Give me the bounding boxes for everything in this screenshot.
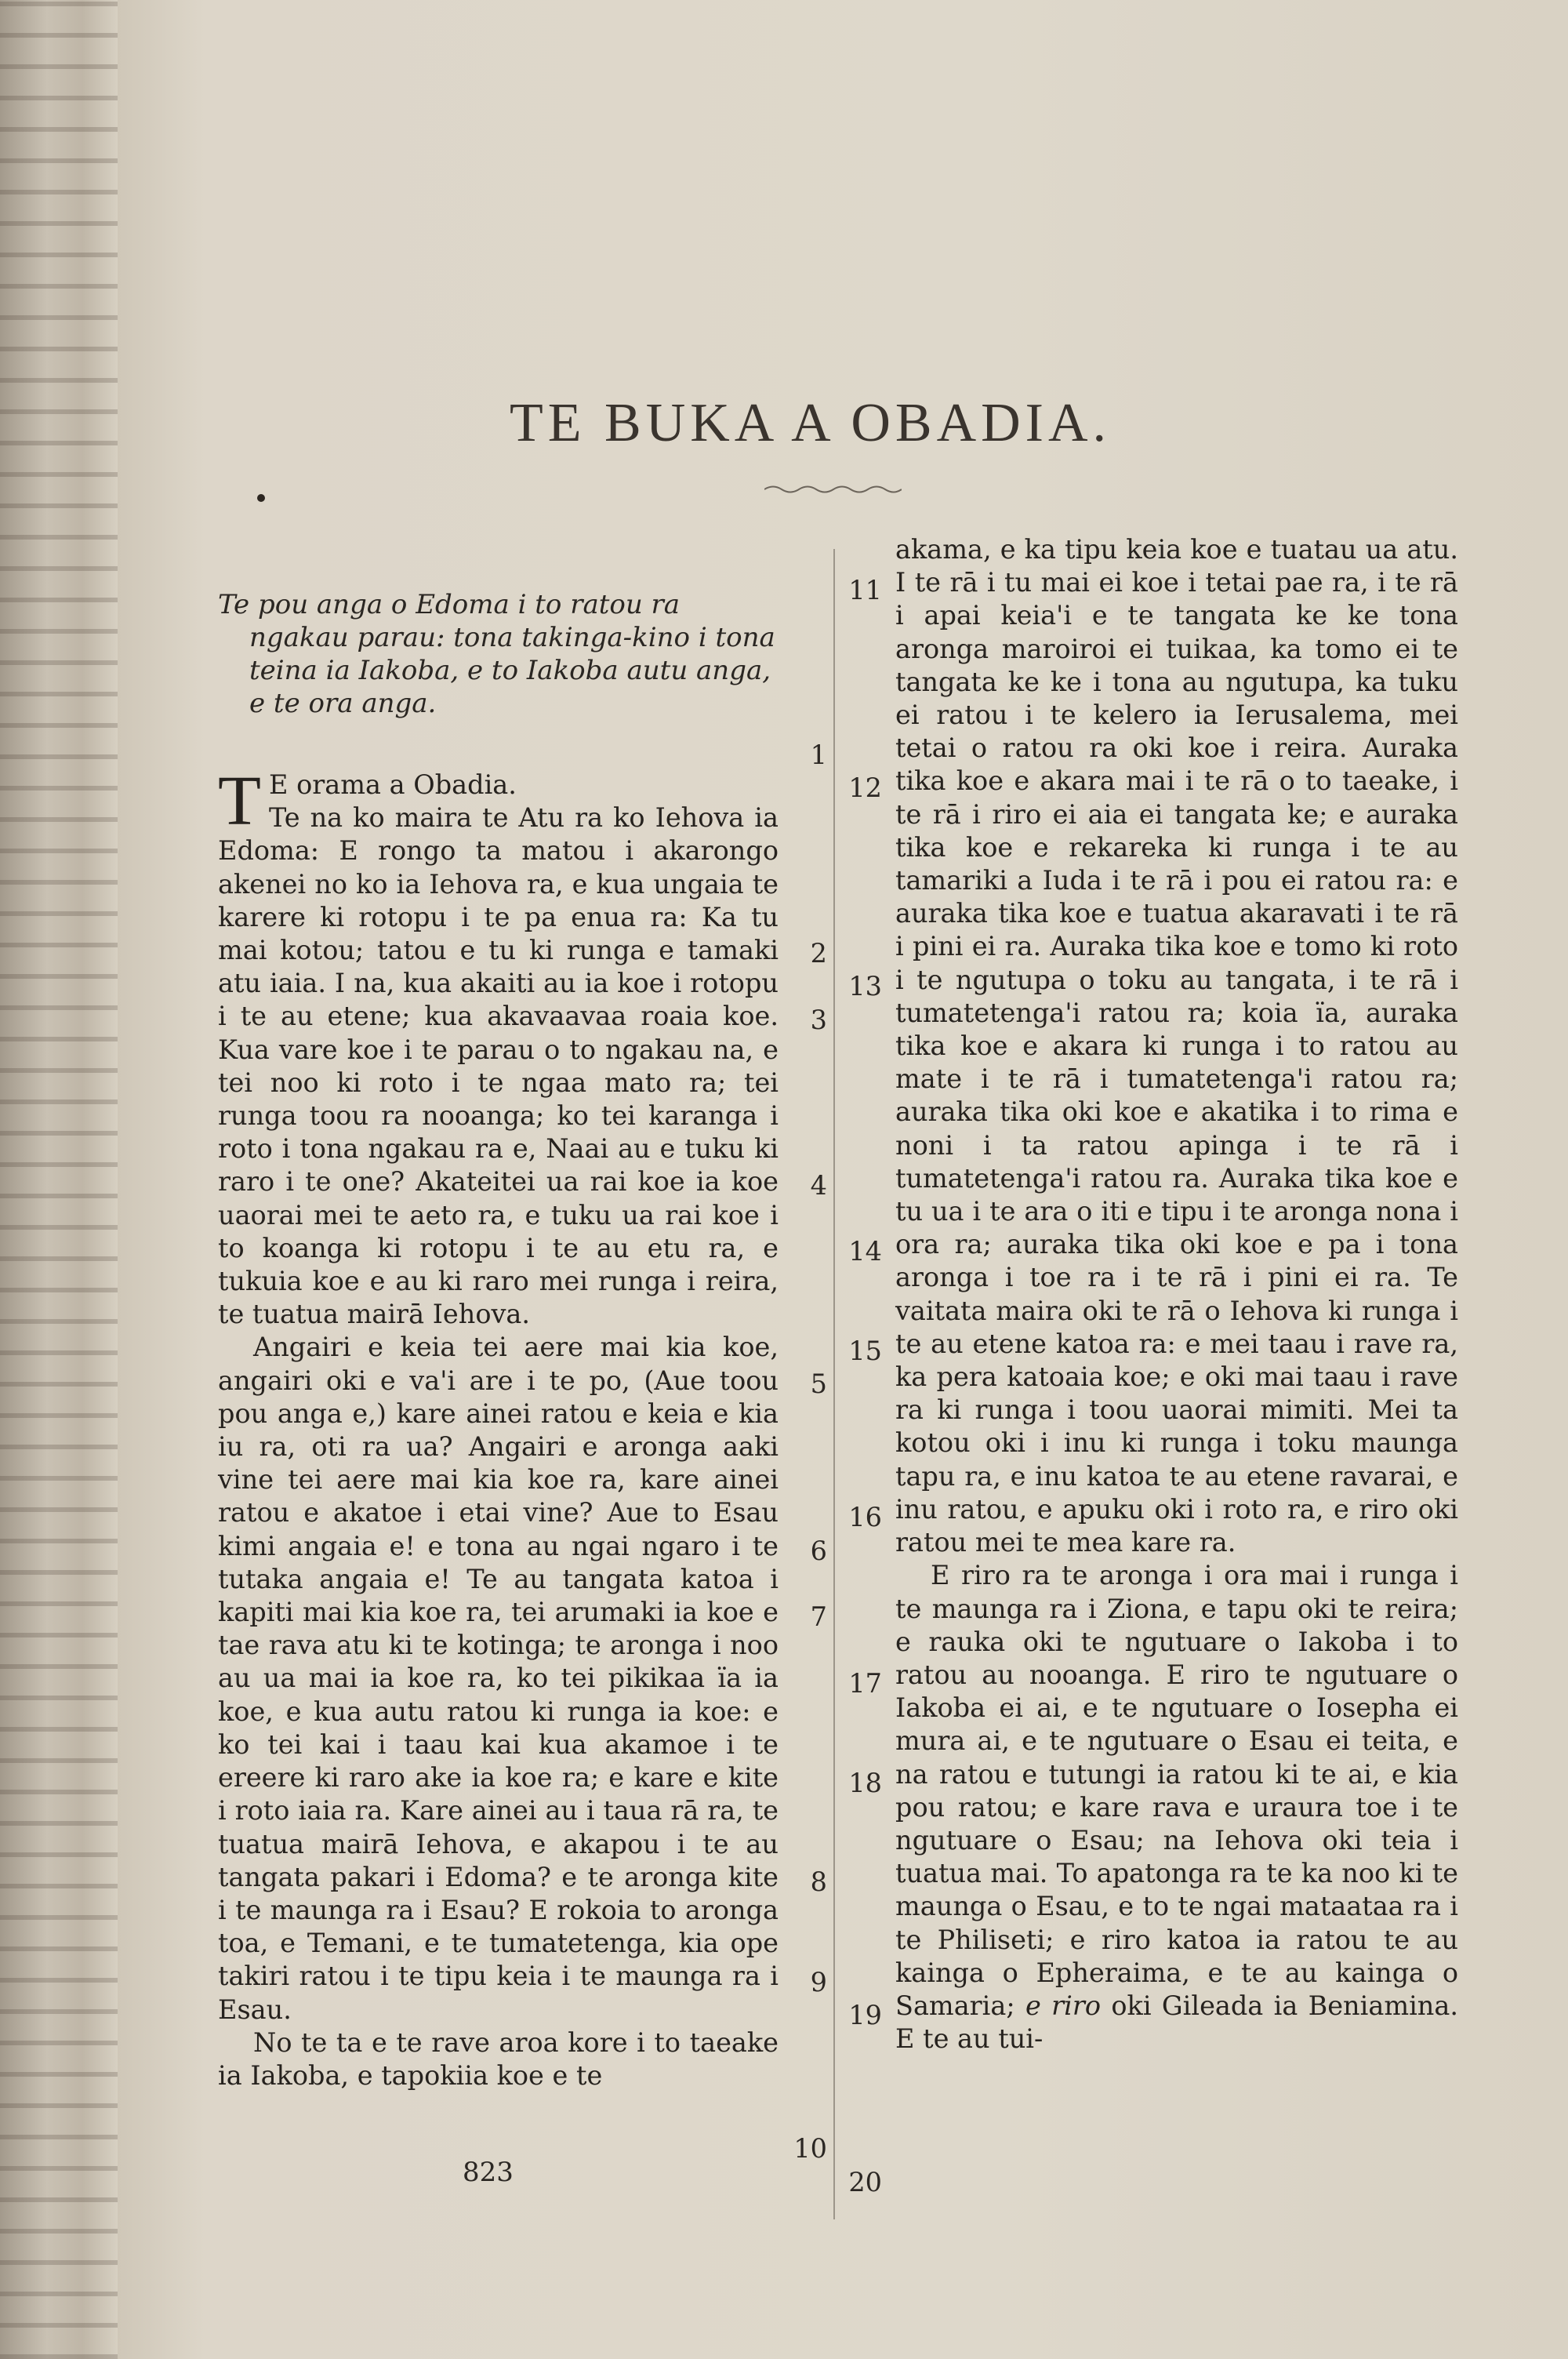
verse-number: 10 <box>793 2133 827 2164</box>
verse-number: 2 <box>810 938 827 969</box>
verse-number: 9 <box>810 1967 827 1997</box>
verse-number: 16 <box>848 1502 882 1532</box>
verse-number: 5 <box>810 1369 827 1399</box>
page-number: 823 <box>463 2157 514 2188</box>
verse-number: 6 <box>810 1536 827 1566</box>
summary-text: Te pou anga o Edoma i to ratou ra ngakau parau: tona takinga-kino i tona teina ia Iakoba, e to Iakoba autu anga, e te ora anga. <box>218 589 775 719</box>
paragraph-1-opening: E orama a Obadia. <box>268 769 517 800</box>
verse-number: 7 <box>810 1601 827 1632</box>
page-title: TE BUKA A OBADIA. <box>510 393 1112 453</box>
verse-number: 13 <box>848 971 882 1001</box>
verse-number: 4 <box>810 1170 827 1201</box>
verse-number: 3 <box>810 1005 827 1035</box>
verse-number: 20 <box>848 2167 882 2197</box>
verse-number: 12 <box>848 772 882 803</box>
verse-number: 14 <box>848 1236 882 1267</box>
left-column <box>218 762 779 2092</box>
paragraph-5-end: oki Gileada ia Beniamina. E te au tui- <box>895 1990 1458 2055</box>
verse-number: 1 <box>810 740 827 770</box>
verse-number: 19 <box>848 2000 882 2030</box>
paragraph-1-text: Te na ko maira te Atu ra ko Iehova ia Edoma: E rongo ta matou i akarongo akenei no ko ia Iehova ra, e kua ungaia te karere ki rotopu i te pa enua ra: Ka tu mai kotou; tatou e tu ki runga e tamaki atu iaia. I na, kua akaiti au ia koe i rotopu i te au etene; kua akavaavaa roaia koe. Kua vare koe i te parau o to ngakau na, e tei noo ki roto i te ngaa mato ra; tei runga toou ra nooanga; ko tei karanga i roto i tona ngakau ra e, Naai au e tuku ki raro i te one? Akateitei ua rai koe ia koe uaorai mei te aeto ra, e tuku ua rai koe i to koanga ki rotopu i te au etu ra, e tukuia koe e au ki raro mei runga i reira, te tuatua mairā Iehova. <box>218 802 779 1330</box>
paragraph-5-text: E riro ra te aronga i ora mai i runga i te maunga ra i Ziona, e tapu oki te reira; e rauka oki te ngutuare o Iakoba i to ratou au nooanga. E riro te ngutuare o Iakoba ei ai, e te ngutuare o Iosepha ei mura ai, e te ngutuare o Esau ei teita, e na ratou e tutungi ia ratou ki te ai, e kia pou ratou; e kare rava e uraura toe i te ngutuare o Esau; na Iehova oki teia i tuatua mai. To apatonga ra te ka noo ki te maunga o Esau, e to te ngai mataataa ra i te Philiseti; e riro katoa ia ratou te au kainga o Epheraima, e te au kainga o Samaria; <box>895 1560 1458 2021</box>
ink-dot <box>257 494 265 502</box>
verse-number: 17 <box>848 1668 882 1699</box>
title-ornament <box>764 482 902 496</box>
column-rule <box>833 549 835 2219</box>
drop-cap: T <box>218 762 261 840</box>
verse-number: 15 <box>848 1336 882 1366</box>
chapter-summary <box>218 588 779 720</box>
paragraph-1 <box>218 762 779 1331</box>
paragraph-3: No te ta e te rave aroa kore i to taeake ia Iakoba, e tapokiia koe e te <box>218 2026 779 2091</box>
italic-phrase: e riro <box>1025 1990 1102 2021</box>
paragraph-2: Angairi e keia tei aere mai kia koe, angairi oki e va'i are i te po, (Aue toou pou anga e,) kare ainei ratou e keia e kia iu ra, oti ra ua? Angairi e aronga aaki vine tei aere mai kia koe ra, kare ainei ratou e akatoe i etai vine? Aue to Esau kimi angaia e! e tona au ngai ngaro i te tutaka angaia e! Te au tangata katoa i kapiti mai kia koe ra, tei arumaki ia koe e tae rava atu ki te kotinga; te aronga i noo au ua mai ia koe ra, ko tei pikikaa ïa ia koe, e kua autu ratou ki runga ia koe: e ko tei kai i taau kai kua akamoe i te ereere ki raro ake ia koe ra; e kare e kite i roto iaia ra. Kare ainei au i taua rā ra, te tuatua mairā Iehova, e akapou i te au tangata pakari i Edoma? e te aronga kite i te maunga ra i Esau? E rokoia to aronga toa, e Temani, e te tumatetenga, kia ope takiri ratou i te tipu keia i te maunga ra i Esau. <box>218 1332 779 2025</box>
paragraph-5 <box>895 1559 1458 2055</box>
adjacent-page-bleed <box>0 0 118 2359</box>
right-column <box>895 533 1458 2055</box>
verse-number: 18 <box>848 1768 882 1798</box>
verse-number: 11 <box>848 575 882 605</box>
verse-number: 8 <box>810 1866 827 1897</box>
paragraph-4: akama, e ka tipu keia koe e tuatau ua atu. I te rā i tu mai ei koe i tetai pae ra, i te rā i apai keia'i e te tangata ke ke tona aronga maroiroi ei tuikaa, ka tomo ei te tangata ke ke i tona au ngutupa, ka tuku ei ratou i te kelero ia Ierusalema, mei tetai o ratou ra oki koe i reira. Auraka tika koe e akara mai i te rā o to taeake, i te rā i riro ei aia ei tangata ke; e auraka tika koe e rekareka ki runga i te au tamariki a Iuda i te rā i pou ei ratou ra: e auraka tika koe e tuatua akaravati i te rā i pini ei ra. Auraka tika koe e tomo ki roto i te ngutupa o toku au tangata, i te rā i tumatetenga'i ratou ra; koia ïa, auraka tika koe e akara ki runga i to ratou au mate i te rā i tumatetenga'i ratou ra; auraka tika oki koe e akatika i to rima e noni i ta ratou apinga i te rā i tumatetenga'i ratou ra. Auraka tika koe e tu ua i te ara o iti e tipu i te aronga nona i ora ra; auraka tika oki koe e pa i tona aronga i toe ra i te rā i pini ei ra. Te vaitata maira oki te rā o Iehova ki runga i te au etene katoa ra: e mei taau i rave ra, ka pera katoaia koe; e oki mai taau i rave ra ki runga i toou uaorai mimiti. Mei ta kotou oki i inu ki runga i toku maunga tapu ra, e inu katoa te au etene ravarai, e inu ratou, e apuku oki i roto ra, e riro oki ratou mei te mea kare ra. <box>895 534 1458 1558</box>
